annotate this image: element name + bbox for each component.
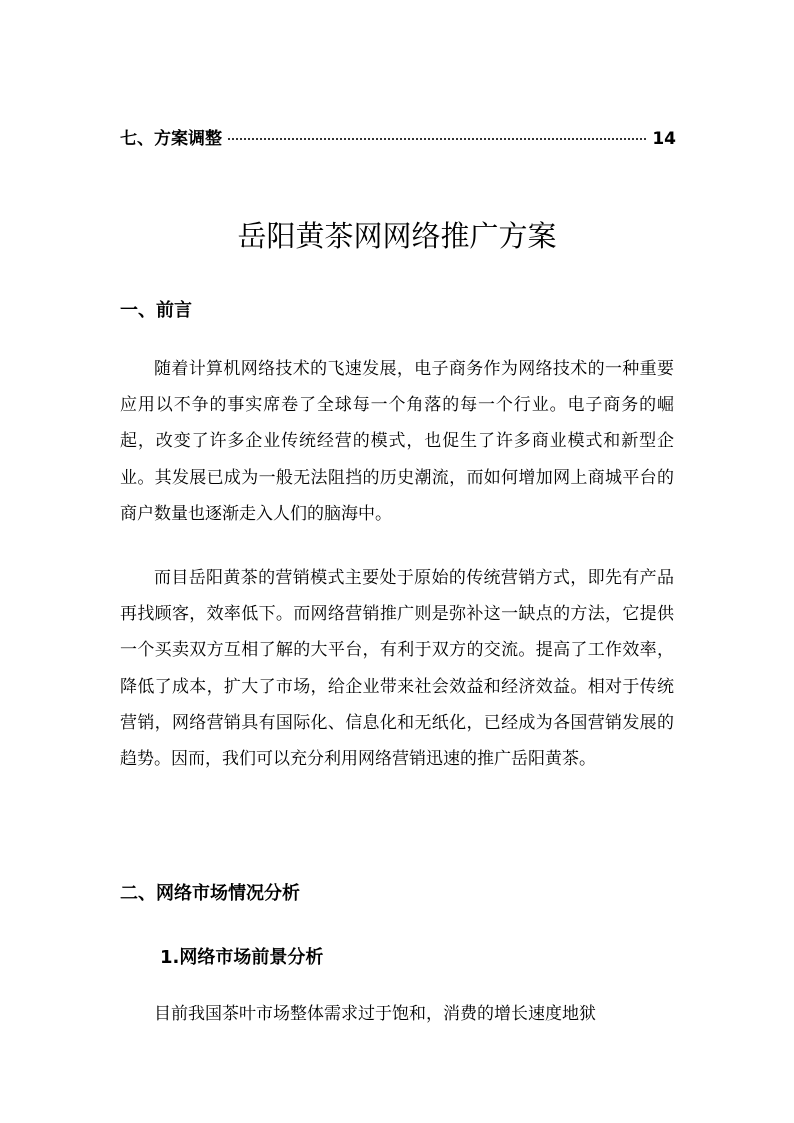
preface-paragraph-1: 随着计算机网络技术的飞速发展，电子商务作为网络技术的一种重要应用以不争的事实席卷了全球每一个角落的每一个行业。电子商务的崛起，改变了许多企业传统经营的模式，也促生了许多商业模式和新型企业。其发展已成为一般无法阻挡的历史潮流，而如何增加网上商城平台的商户数量也逐渐走入人们的脑海中。 — [120, 359, 674, 524]
document-title: 岳阳黄茶网网络推广方案 — [237, 219, 557, 253]
toc-dot-leader — [228, 138, 646, 140]
toc-entry-page-number: 14 — [652, 129, 676, 149]
toc-entry[interactable] — [120, 124, 676, 154]
preface-paragraph-2: 而目岳阳黄茶的营销模式主要处于原始的传统营销方式，即先有产品再找顾客，效率低下。而网络营销推广则是弥补这一缺点的方法，它提供一个买卖双方互相了解的大平台，有利于双方的交流。提高了工作效率，降低了成本，扩大了市场，给企业带来社会效益和经济效益。相对于传统营销，网络营销具有国际化、信息化和无纸化，已经成为各国营销发展的趋势。因而，我们可以充分利用网络营销迅速的推广岳阳黄茶。 — [120, 568, 674, 770]
section-heading-market-analysis: 二、网络市场情况分析 — [120, 883, 300, 904]
toc-entry-label: 七、方案调整 — [120, 129, 222, 149]
section-heading-preface: 一、前言 — [120, 300, 192, 321]
subsection-heading-market-prospects: 1.网络市场前景分析 — [160, 947, 324, 968]
market-prospects-paragraph: 目前我国茶叶市场整体需求过于饱和，消费的增长速度地狱 — [154, 1004, 596, 1024]
